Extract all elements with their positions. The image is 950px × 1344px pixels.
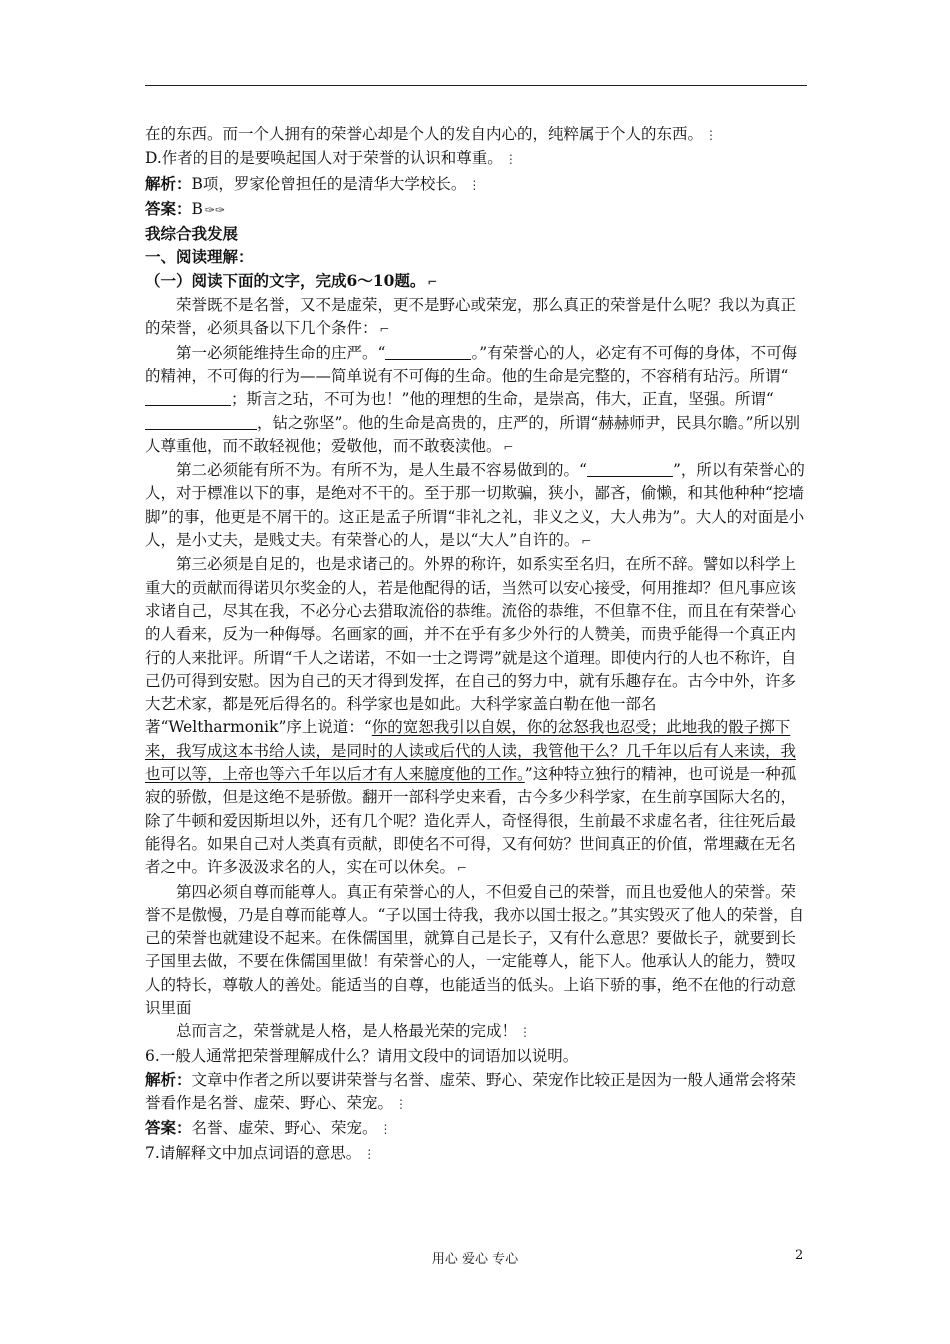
fill-blank xyxy=(145,390,231,406)
fill-blank xyxy=(385,344,471,360)
analysis-line: 解析：B项，罗家伦曾担任的是清华大学校长。 ⋮ xyxy=(145,173,481,193)
text-line: 在的东西。而一个人拥有的荣誉心却是个人的发自内心的，纯粹属于个人的东西。 ⋮ xyxy=(145,125,718,143)
passage-paragraph-4: 第三必须是自足的，也是求诸己的。外界的称许，如系实至名归，在所不辞。譬如以科学上重大的贡献而得诺贝尔奖金的人，若是他配得的话，当然可以安心接受，何用推却？但凡事应该求诸自己，尽其在我，不必分心去猎取流俗的恭维。流俗的恭维，不但靠不住，而且在有荣誉心的人看来，反为一种侮辱。名画家的画，并不在乎有多少外行的人赞美，而贵乎能得一个真正内行的人来批评。所谓“千人之诺诺，不如一士之谔谔”就是这个道理。即使内行的人也不称许，自己仍可得到安慰。因为自己的天才得到发挥，在自己的努力中，就有乐趣存在。古今中外，许多大艺术家，都是死后得名的。科学家也是如此。大科学家盖白勒在他一部名著“Weltharmonik”序上说道：“你的宽恕我引以自娱，你的忿怒我也忍受；此地我的骰子掷下来，我写成这本书给人读，是同时的人读或后代的人读，我管他干么？几千年以后有人来读，我也可以等，上帝也等六千年以后才有人来臆度他的工作。”这种特立独行的精神，也可说是一种孤寂的骄傲，但是这绝不是骄傲。翻开一部科学史来看，古今多少科学家，在生前享国际大名的，除了牛顿和爱因斯坦以外，还有几个呢？造化弄人，奇怪得很，生前最不求虚名者，往往死后最能得名。如果自己对人类真有贡献，即使名不可得，又有何妨？世间真正的价值，常埋藏在无名者之中。许多汲汲求名的人，实在可以休矣。 ⌐ xyxy=(145,555,797,877)
page-number: 2 xyxy=(795,1248,804,1263)
question-6-analysis: 解析：文章中作者之所以要讲荣誉与名誉、虚荣、野心、荣宠作比较正是因为一般人通常会将荣誉看作是名誉、虚荣、野心、荣宠。 ⋮ xyxy=(145,1069,797,1113)
passage-paragraph-6: 总而言之，荣誉就是人格，是人格最光荣的完成！ ⋮ xyxy=(176,1022,532,1041)
question-6: 6.一般人通常把荣誉理解成什么？请用文段中的词语加以说明。 xyxy=(145,1046,579,1065)
section-heading: 我综合我发展 xyxy=(145,224,239,244)
question-group-heading: （一）阅读下面的文字，完成6～10题。 ⌐ xyxy=(145,270,438,290)
option-d: D.作者的目的是要唤起国人对于荣誉的认识和尊重。 ⋮ xyxy=(145,149,517,168)
passage-paragraph-5: 第四必须自尊而能尊人。真正有荣誉心的人，不但爱自己的荣誉，而且也爱他人的荣誉。荣誉不是傲慢，乃是自尊而能尊人。“子以国士待我，我亦以国士报之。”其实毁灭了他人的荣誉，自己的荣誉也就建设不起来。在侏儒国里，就算自己是长子，又有什么意思？要做长子，就要到长子国里去做，不要在侏儒国里做！有荣誉心的人，一定能尊人，能下人。他承认人的能力，赞叹人的特长，尊敬人的善处。能适当的自尊，也能适当的低头。上谄下骄的事，绝不在他的行动意识里面 xyxy=(145,882,805,1017)
passage-paragraph-2: 第一必须能维持生命的庄严。“ 。”有荣誉心的人，必定有不可侮的身体，不可侮的精神，不可侮的行为——简单说有不可侮的生命。他的生命是完整的，不容稍有玷污。所谓“；斯言之玷，不可为也！”他的理想的生命，是崇高，伟大，正直，坚强。所谓“，钻之弥坚”。他的生命是高贵的，庄严的，所谓“赫赫师尹，民具尔瞻。”所以别人尊重他，而不敢轻视他；爱敬他，而不敢亵渎他。 ⌐ xyxy=(145,343,801,455)
passage-paragraph-1: 荣誉既不是名誉，又不是虚荣，更不是野心或荣宠，那么真正的荣誉是什么呢？我以为真正的荣誉，必须具备以下几个条件： ⌐ xyxy=(145,296,797,338)
decoration-icon: ✑✑ xyxy=(204,202,226,217)
question-7: 7.请解释文中加点词语的意思。 ⋮ xyxy=(145,1143,376,1162)
fill-blank xyxy=(145,414,257,430)
fill-blank xyxy=(587,461,673,477)
document-body xyxy=(145,123,807,1166)
header-rule xyxy=(145,85,807,86)
answer-line: 答案：B ✑✑ xyxy=(145,198,226,218)
question-6-answer: 答案：名誉、虚荣、野心、荣宠。 ⋮ xyxy=(145,1118,392,1138)
passage-paragraph-3: 第二必须能有所不为。有所不为，是人生最不容易做到的。“ ”，所以有荣誉心的人，对于標准以下的事，是绝对不干的。至于那一切欺骗，狭小，鄙吝，偷懒，和其他种种“挖墙脚”的事，他更是不屑干的。这正是孟子所谓“非礼之礼，非义之义，大人弗为”。大人的对面是小人，是小丈夫，是贱丈夫。有荣誉心的人，是以“大人”自许的。 ⌐ xyxy=(145,461,805,550)
underlined-quote: 你的宽恕我引以自娱，你的忿怒我也忍受；此地我的骰子掷下来，我写成这本书给人读，是同时的人读或后代的人读，我管他干么？几千年以后有人来读，我也可以等，上帝也等六千年以后才有人来臆度他的工作。 xyxy=(145,718,797,784)
footer-motto: 用心 爱心 专心 xyxy=(431,1252,519,1267)
part-heading: 一、阅读理解： xyxy=(145,247,254,267)
